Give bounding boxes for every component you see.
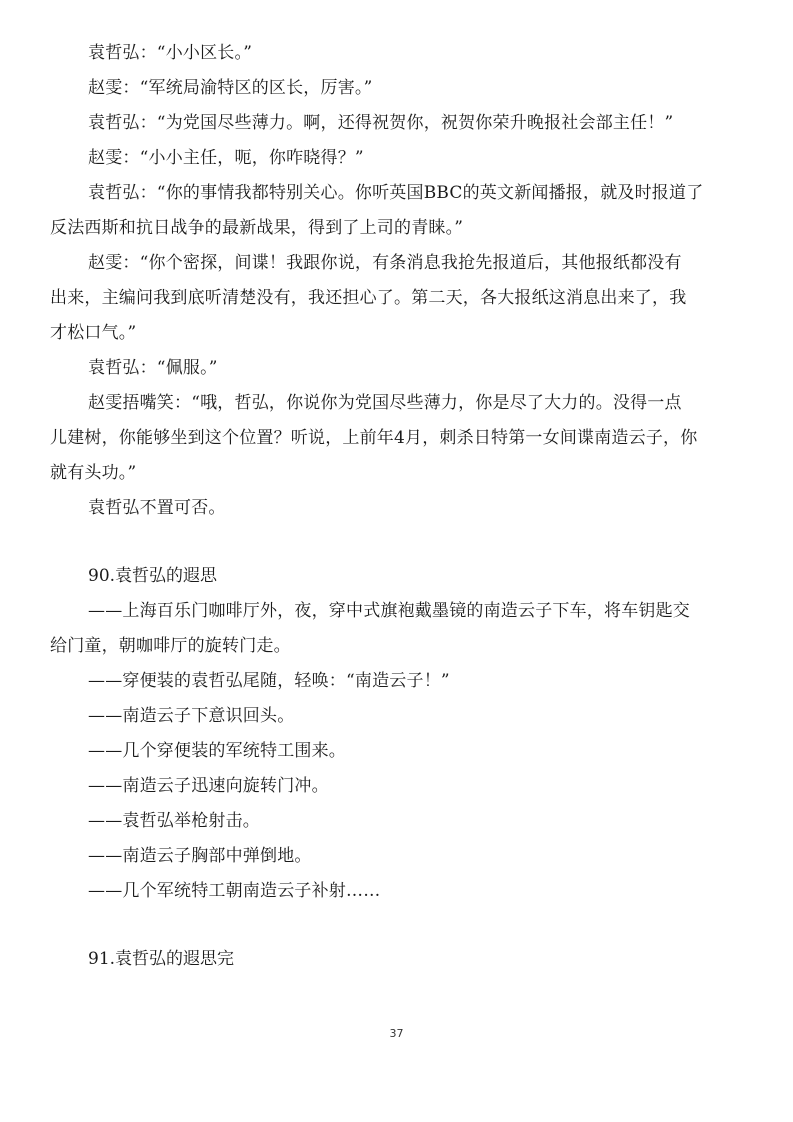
scene-action-line: ——袁哲弘举枪射击。 xyxy=(88,811,260,831)
scene-action-line: ——南造云子迅速向旋转门冲。 xyxy=(88,776,329,796)
paragraph-line: 赵雯：“你个密探，间谍！我跟你说，有条消息我抢先报道后，其他报纸都没有 xyxy=(88,253,682,273)
page-number: 37 xyxy=(389,1027,404,1040)
scene-91 xyxy=(88,942,748,977)
paragraph-line: 袁哲弘：“你的事情我都特别关心。你听英国BBC的英文新闻播报，就及时报道了 xyxy=(88,183,704,203)
script-body xyxy=(50,36,748,977)
scene-90 xyxy=(50,559,748,909)
paragraph-line: 出来，主编问我到底听清楚没有，我还担心了。第二天，各大报纸这消息出来了，我 xyxy=(50,288,687,308)
dialogue-line-1: 袁哲弘：“小小区长。” xyxy=(88,43,253,63)
scene-action-line: 给门童，朝咖啡厅的旋转门走。 xyxy=(50,636,291,656)
scene-action-line: ——上海百乐门咖啡厅外，夜，穿中式旗袍戴墨镜的南造云子下车，将车钥匙交 xyxy=(88,601,690,621)
paragraph-line: 就有头功。” xyxy=(50,463,137,483)
scene-action-line: ——穿便装的袁哲弘尾随，轻唤：“南造云子！” xyxy=(88,671,450,691)
paragraph-line: 反法西斯和抗日战争的最新战果，得到了上司的青睐。” xyxy=(50,218,464,238)
paragraph-line: 赵雯捂嘴笑：“哦，哲弘，你说你为党国尽些薄力，你是尽了大力的。没得一点 xyxy=(88,393,682,413)
scene-heading: 90.袁哲弘的遐思 xyxy=(88,566,218,586)
scene-action-line: ——南造云子胸部中弹倒地。 xyxy=(88,846,312,866)
dialogue-paragraph-7: 袁哲弘：“佩服。” xyxy=(88,358,218,378)
section-gap xyxy=(88,909,748,942)
paragraph-line: 儿建树，你能够坐到这个位置？听说，上前年4月，刺杀日特第一女间谍南造云子，你 xyxy=(50,428,698,448)
section-gap xyxy=(88,526,748,559)
action-paragraph-9: 袁哲弘不置可否。 xyxy=(88,498,226,518)
scene-action-line: ——南造云子下意识回头。 xyxy=(88,706,295,726)
dialogue-paragraph-5 xyxy=(50,176,748,246)
dialogue-paragraph-6 xyxy=(50,246,748,351)
scene-action-line: ——几个军统特工朝南造云子补射…… xyxy=(88,881,381,901)
scene-heading: 91.袁哲弘的遐思完 xyxy=(88,949,235,969)
paragraph-line: 才松口气。” xyxy=(50,323,137,343)
dialogue-paragraph-8 xyxy=(50,386,748,491)
scene-action-line: ——几个穿便装的军统特工围来。 xyxy=(88,741,346,761)
dialogue-line-3: 袁哲弘：“为党国尽些薄力。啊，还得祝贺你，祝贺你荣升晚报社会部主任！” xyxy=(88,113,674,133)
dialogue-line-4: 赵雯：“小小主任，呃，你咋晓得？” xyxy=(88,148,364,168)
dialogue-line-2: 赵雯：“军统局渝特区的区长，厉害。” xyxy=(88,78,373,98)
